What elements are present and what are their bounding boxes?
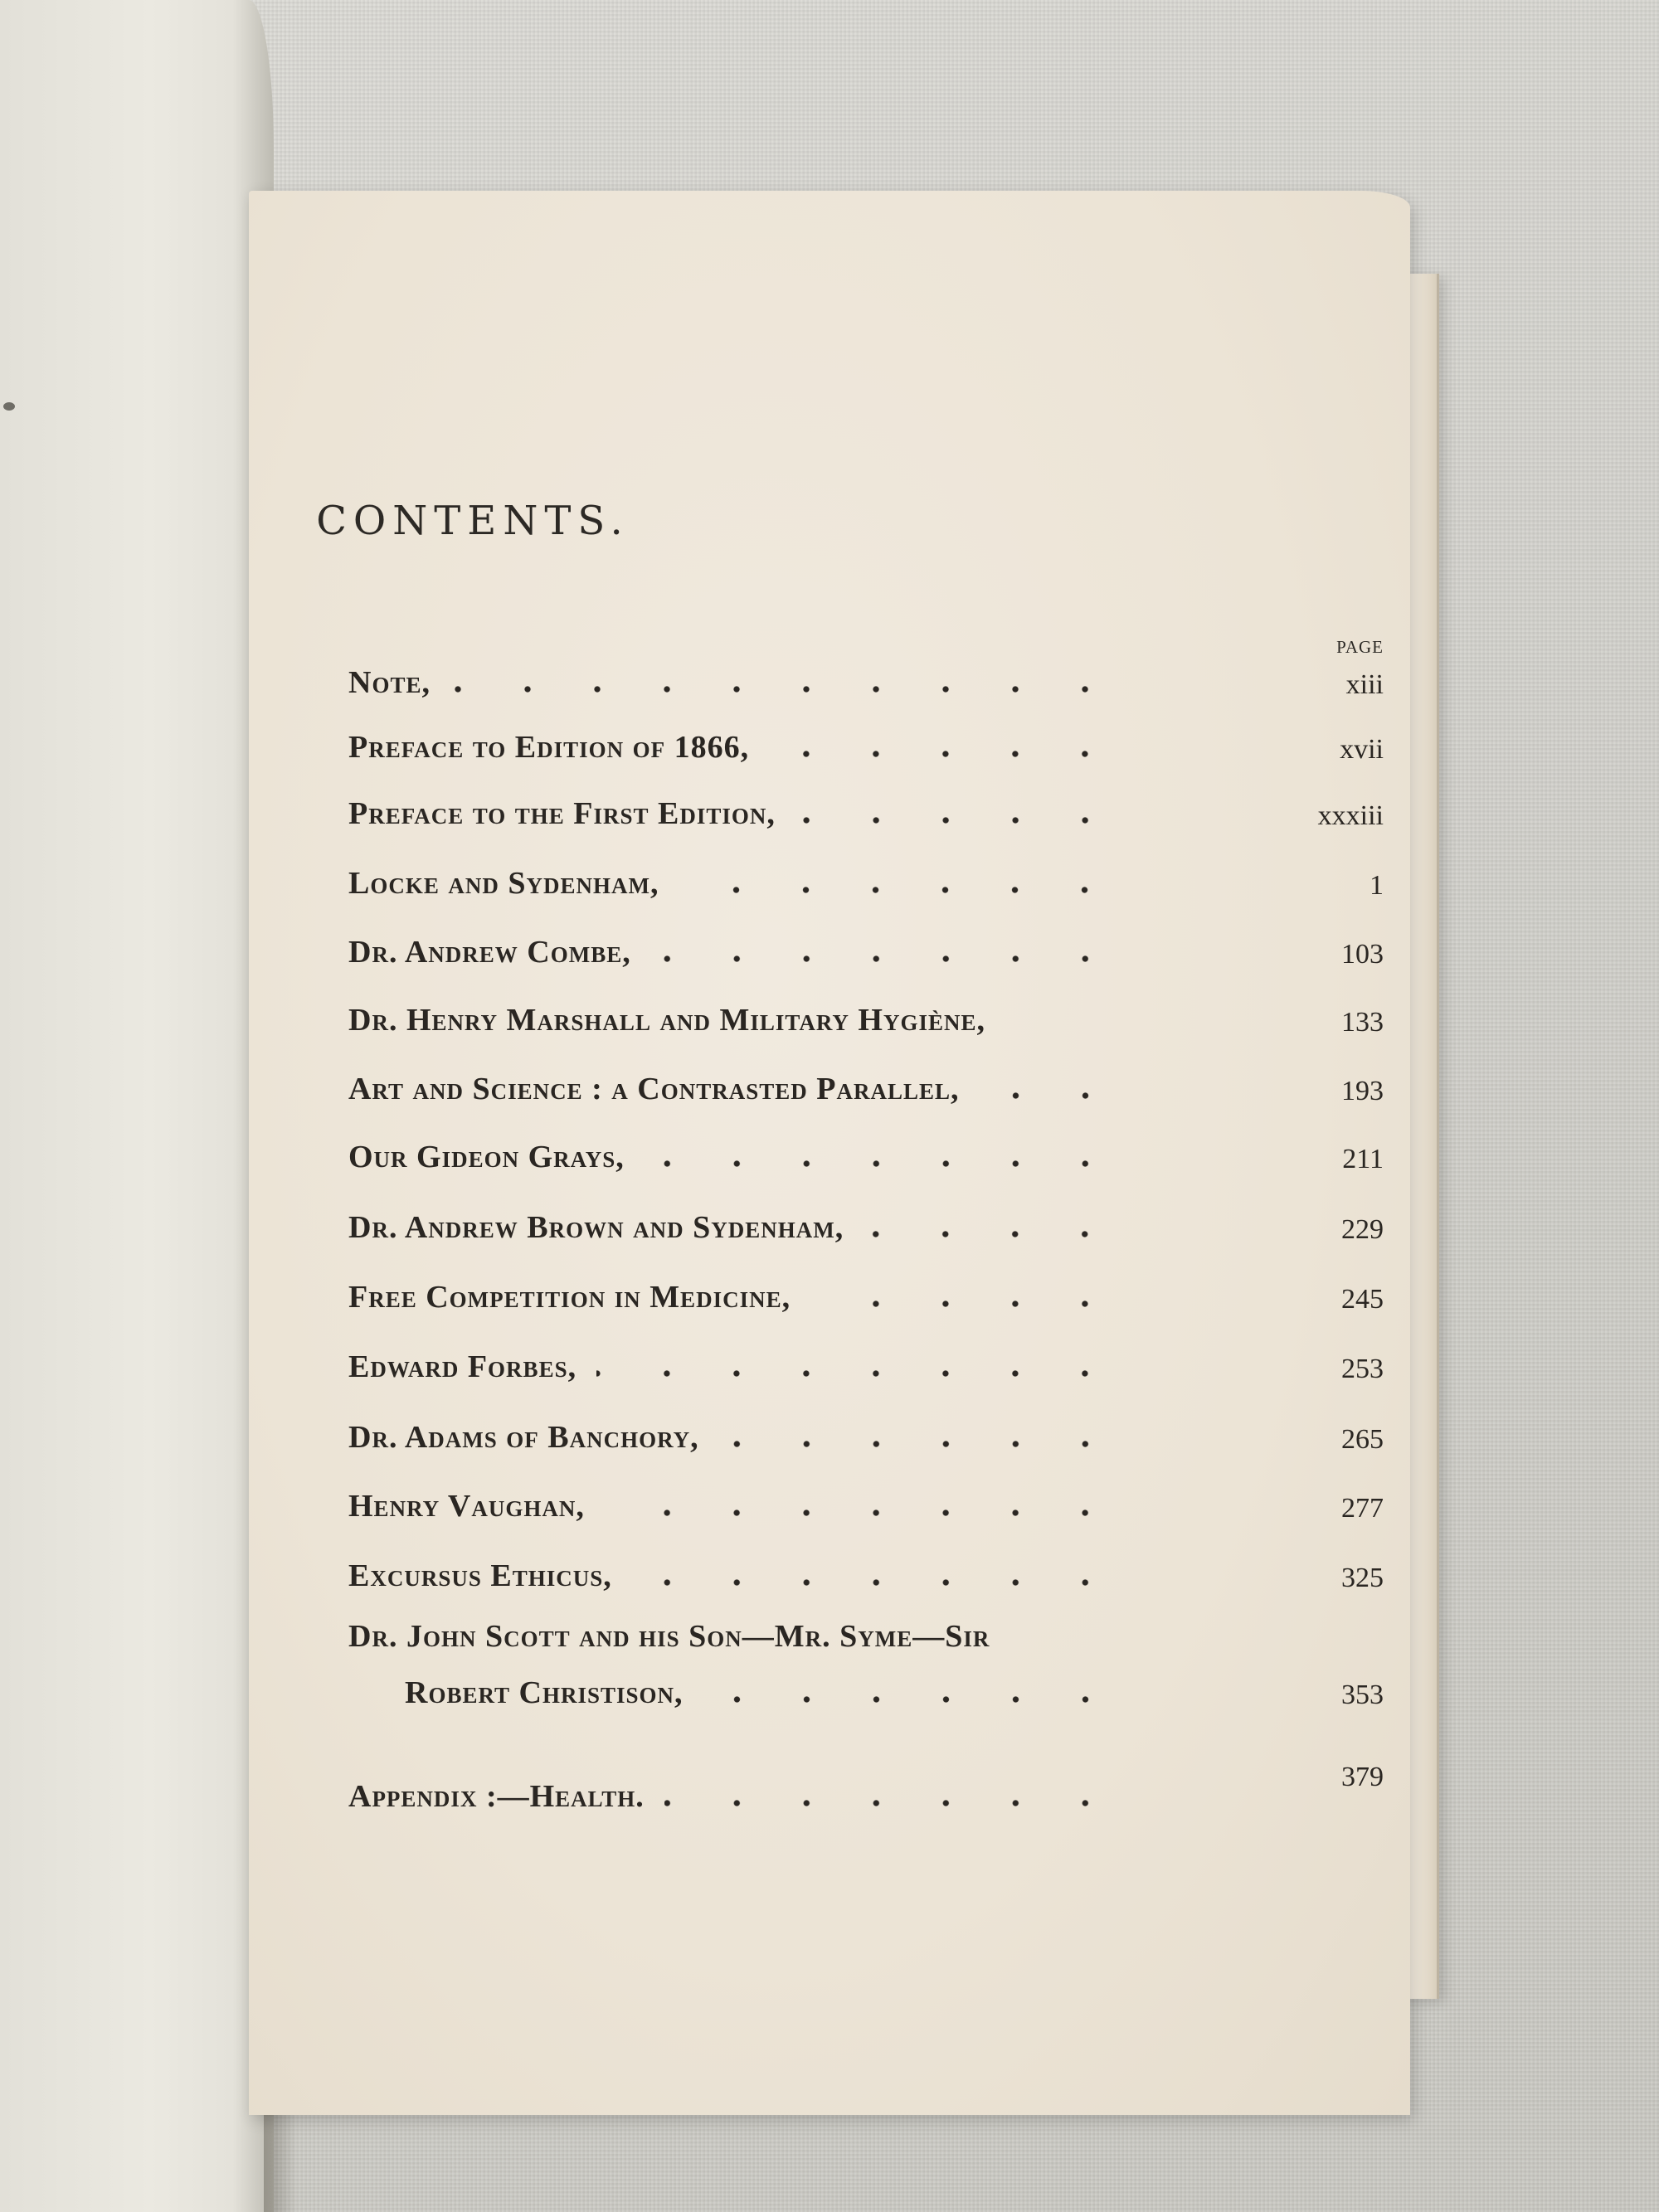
contents-entry: [348, 852, 1384, 902]
entry-title: Locke and Sydenham,: [348, 866, 659, 901]
entry-page-number: xiii: [1345, 669, 1384, 700]
dot-leader: [645, 1160, 1120, 1167]
dot-leader: [679, 887, 1120, 893]
dot-leader: [651, 955, 1120, 962]
entry-title: Free Competition in Medicine,: [348, 1280, 791, 1315]
entry-title-line2: Robert Christison,: [405, 1675, 684, 1710]
contents-entry: [348, 1475, 1384, 1524]
entry-page-number: 193: [1341, 1076, 1384, 1106]
dot-leader: [632, 1579, 1120, 1586]
dot-leader: [605, 1510, 1120, 1516]
entry-page-number: 1: [1370, 870, 1384, 901]
contents-page: [249, 191, 1410, 2115]
entry-page-number: 229: [1341, 1214, 1384, 1245]
entry-page-number: 353: [1341, 1680, 1384, 1710]
contents-entry: [348, 1612, 1384, 1711]
entry-page-number: xxxiii: [1317, 800, 1384, 831]
entry-title-line2-row: [348, 1661, 1135, 1711]
entry-page-number: 133: [1341, 1007, 1384, 1038]
contents-heading: CONTENTS.: [316, 498, 630, 544]
dot-leader: [719, 1441, 1120, 1447]
contents-entry: [348, 1335, 1384, 1385]
page-column-label: PAGE: [1336, 637, 1384, 657]
entry-title: Preface to the First Edition,: [348, 796, 776, 831]
entry-title: Dr. Adams of Banchory,: [348, 1420, 699, 1455]
entry-title: Edward Forbes,: [348, 1349, 577, 1384]
dot-leader: [810, 1300, 1120, 1307]
contents-entry: [348, 1057, 1384, 1107]
entry-page-number: 211: [1342, 1144, 1384, 1174]
contents-entry: [348, 1196, 1384, 1246]
entry-title: Henry Vaughan,: [348, 1489, 585, 1524]
dot-leader: [980, 1092, 1120, 1099]
entry-title: Excursus Ethicus,: [348, 1558, 612, 1593]
dot-leader: [450, 686, 1120, 693]
entry-page-number: 325: [1341, 1563, 1384, 1593]
dot-leader: [664, 1800, 1120, 1806]
entry-page-number: 277: [1341, 1493, 1384, 1524]
entry-page-number: 103: [1341, 939, 1384, 970]
entry-title: Dr. Andrew Brown and Sydenham,: [348, 1210, 844, 1245]
entry-title: Art and Science : a Contrasted Parallel,: [348, 1072, 960, 1106]
entry-title: Dr. Henry Marshall and Military Hygiène,: [348, 1003, 985, 1038]
contents-entry: [348, 716, 1384, 766]
dot-leader: [769, 751, 1120, 757]
contents-entry: [348, 782, 1384, 832]
entry-page-number: 245: [1341, 1284, 1384, 1315]
dot-leader: [864, 1231, 1120, 1237]
contents-entry: [348, 1406, 1384, 1456]
entry-title: Appendix :—Health.: [348, 1779, 645, 1814]
contents-entry: [348, 1544, 1384, 1594]
entry-title: Our Gideon Grays,: [348, 1140, 625, 1174]
dot-leader: [795, 817, 1120, 824]
entry-page-number: 379: [1341, 1762, 1384, 1792]
entry-page-number: 265: [1341, 1424, 1384, 1455]
entry-title: Dr. Andrew Combe,: [348, 935, 631, 970]
entry-page-number: 253: [1341, 1354, 1384, 1384]
facing-page: [0, 0, 274, 2212]
contents-entry: [348, 921, 1384, 970]
contents-entry: [348, 1762, 1384, 1815]
dot-leader: [596, 1370, 1120, 1377]
dot-leader: [703, 1696, 1120, 1703]
entry-page-number: xvii: [1340, 734, 1384, 765]
entry-title: Note,: [348, 665, 431, 700]
contents-entry: [348, 1125, 1384, 1175]
page-mark: [3, 402, 15, 411]
contents-entry: [348, 651, 1384, 701]
contents-entry: [348, 989, 1384, 1038]
entry-title-line1: Dr. John Scott and his Son—Mr. Syme—Sir: [348, 1619, 990, 1654]
entry-title: Preface to Edition of 1866,: [348, 730, 750, 765]
contents-entry: [348, 1266, 1384, 1315]
